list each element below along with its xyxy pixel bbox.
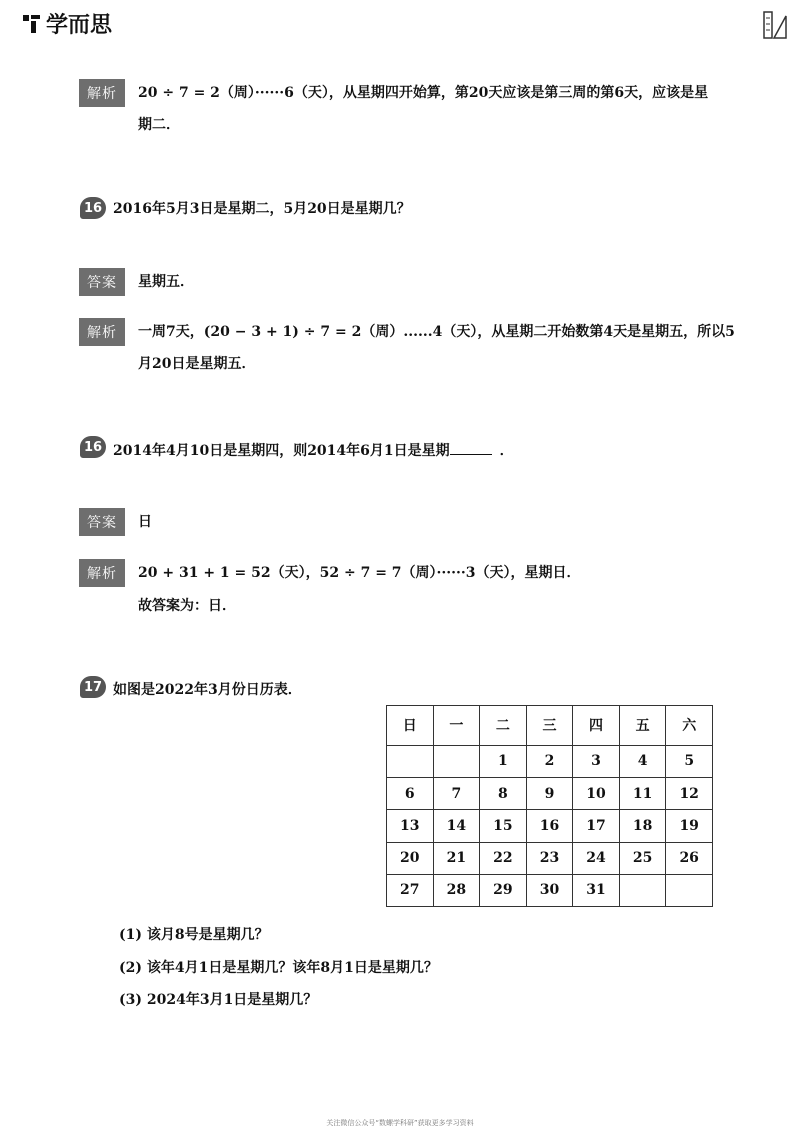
answer-blank	[450, 440, 492, 455]
answer-tag: 答案	[79, 508, 125, 536]
calendar-day-cell	[619, 874, 666, 906]
calendar-day-cell: 28	[433, 874, 480, 906]
question-text-after: ．	[499, 443, 514, 459]
calendar-week-row	[387, 745, 713, 777]
calendar-day-cell: 1	[480, 745, 527, 777]
calendar-day-cell: 19	[666, 810, 713, 842]
sub-question: (1) 该月8号是星期几？	[119, 927, 269, 943]
calendar-header-cell: 三	[526, 706, 573, 746]
sub-question: (2) 该年4月1日是星期几？该年8月1日是星期几？	[119, 960, 438, 976]
calendar-day-cell: 14	[433, 810, 480, 842]
analysis-line: 一周7天，(20 − 3 + 1) ÷ 7 = 2（周）......4（天），从星期二开始数第4天是星期五，所以5	[138, 324, 735, 340]
calendar-day-cell: 9	[526, 778, 573, 810]
analysis-line: 20 + 31 + 1 = 52（天），52 ÷ 7 = 7（周）······3（天），星期日．	[138, 565, 581, 581]
calendar-day-cell: 21	[433, 842, 480, 874]
calendar-day-cell: 31	[573, 874, 620, 906]
answer-text: 星期五．	[138, 274, 194, 290]
calendar-week-row	[387, 810, 713, 842]
analysis-line: 月20日是星期五．	[138, 356, 256, 372]
calendar-day-cell: 2	[526, 745, 573, 777]
calendar-header-row	[387, 706, 713, 746]
calendar-week-row	[387, 842, 713, 874]
brand-logo	[22, 8, 112, 39]
answer-tag: 答案	[79, 268, 125, 296]
analysis-tag: 解析	[79, 318, 125, 346]
ruler-triangle-icon	[762, 10, 788, 40]
footer-note: 关注微信公众号“数螺学科研”获取更多学习资料	[326, 1119, 474, 1127]
analysis-line: 期二．	[138, 117, 180, 133]
question-number-badge: 16	[80, 197, 106, 219]
calendar-header-cell: 四	[573, 706, 620, 746]
calendar-day-cell: 15	[480, 810, 527, 842]
calendar-day-cell: 8	[480, 778, 527, 810]
calendar-week-row	[387, 874, 713, 906]
calendar-day-cell: 27	[387, 874, 434, 906]
analysis-line: 故答案为：日．	[138, 598, 236, 614]
calendar-day-cell: 30	[526, 874, 573, 906]
calendar-day-cell: 23	[526, 842, 573, 874]
logo-text: 学而思	[46, 13, 113, 38]
question-text: 2016年5月3日是星期二，5月20日是星期几？	[113, 201, 411, 217]
calendar-day-cell: 16	[526, 810, 573, 842]
calendar-day-cell	[433, 745, 480, 777]
question-text: 如图是2022年3月份日历表．	[113, 682, 302, 698]
calendar-day-cell: 12	[666, 778, 713, 810]
calendar-header-cell: 六	[666, 706, 713, 746]
calendar-day-cell: 29	[480, 874, 527, 906]
calendar-header-cell: 日	[387, 706, 434, 746]
question-number-badge: 16	[80, 436, 106, 458]
calendar-week-row	[387, 778, 713, 810]
sub-question: (3) 2024年3月1日是星期几？	[119, 992, 318, 1008]
calendar-day-cell: 24	[573, 842, 620, 874]
calendar-header-cell: 五	[619, 706, 666, 746]
calendar-day-cell: 26	[666, 842, 713, 874]
calendar-day-cell: 18	[619, 810, 666, 842]
answer-text: 日	[138, 514, 152, 530]
calendar-day-cell: 10	[573, 778, 620, 810]
calendar-day-cell: 6	[387, 778, 434, 810]
question-text	[113, 440, 514, 461]
calendar-day-cell: 3	[573, 745, 620, 777]
analysis-line: 20 ÷ 7 = 2（周）······6（天），从星期四开始算，第20天应该是第三周的第6天，应该是星	[138, 85, 709, 101]
calendar-day-cell: 5	[666, 745, 713, 777]
calendar-day-cell: 25	[619, 842, 666, 874]
calendar-table	[386, 705, 713, 907]
calendar-day-cell: 13	[387, 810, 434, 842]
calendar-day-cell	[387, 745, 434, 777]
calendar-day-cell: 17	[573, 810, 620, 842]
logo-mark-icon	[22, 13, 42, 35]
calendar-day-cell	[666, 874, 713, 906]
calendar-header-cell: 二	[480, 706, 527, 746]
question-number-badge: 17	[80, 676, 106, 698]
calendar-day-cell: 4	[619, 745, 666, 777]
calendar-day-cell: 20	[387, 842, 434, 874]
calendar-day-cell: 11	[619, 778, 666, 810]
calendar-day-cell: 22	[480, 842, 527, 874]
question-text-before: 2014年4月10日是星期四，则2014年6月1日是星期	[113, 443, 450, 459]
analysis-tag: 解析	[79, 559, 125, 587]
analysis-tag: 解析	[79, 79, 125, 107]
calendar-day-cell: 7	[433, 778, 480, 810]
calendar-header-cell: 一	[433, 706, 480, 746]
